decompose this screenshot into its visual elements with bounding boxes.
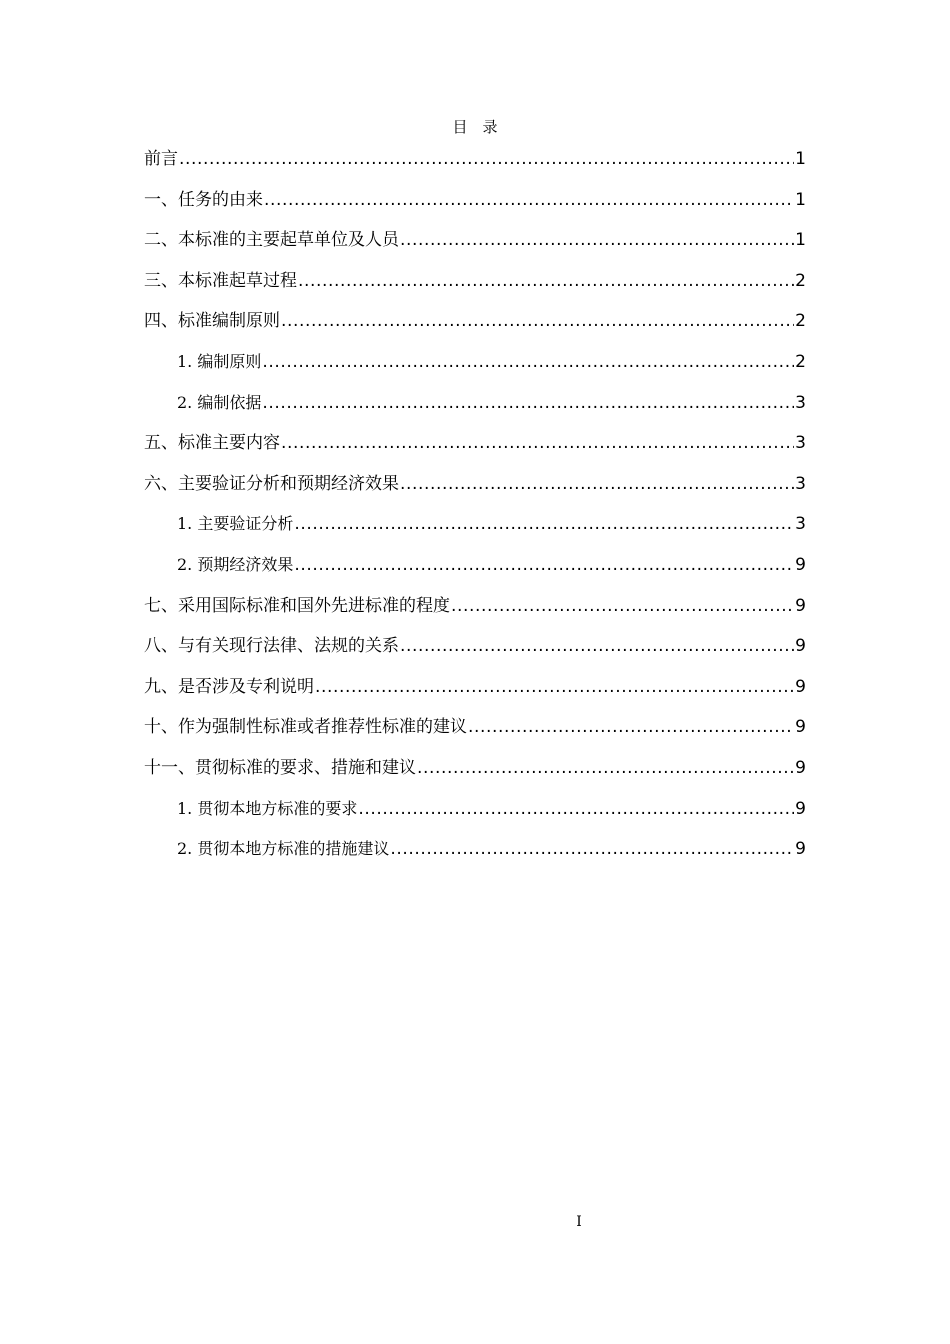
toc-entry-label: 2. 编制依据 xyxy=(177,392,262,412)
toc-entry-page: 9 xyxy=(795,595,806,616)
toc-subentry[interactable] xyxy=(144,794,806,835)
toc-entry-page: 1 xyxy=(795,189,806,210)
toc-subentry[interactable] xyxy=(144,834,806,875)
toc-entry-label: 1. 主要验证分析 xyxy=(177,514,294,534)
toc-entry[interactable] xyxy=(144,712,806,753)
toc-subentry[interactable] xyxy=(144,388,806,429)
dot-leader xyxy=(298,266,794,296)
dot-leader xyxy=(358,794,794,824)
toc-title xyxy=(0,116,950,137)
dot-leader xyxy=(400,631,794,661)
dot-leader xyxy=(262,388,794,418)
toc-entry[interactable] xyxy=(144,672,806,713)
dot-leader xyxy=(390,834,794,864)
dot-leader xyxy=(400,225,794,255)
dot-leader xyxy=(262,347,794,377)
toc-subentry[interactable] xyxy=(144,347,806,388)
toc-entry-label: 2. 预期经济效果 xyxy=(177,554,294,574)
toc-entry-label: 四、标准编制原则 xyxy=(144,311,280,332)
dot-leader xyxy=(315,672,794,702)
dot-leader xyxy=(281,306,794,336)
toc-entry-label: 五、标准主要内容 xyxy=(144,433,280,454)
dot-leader xyxy=(451,591,794,621)
toc-entry[interactable] xyxy=(144,306,806,347)
page-footer xyxy=(0,1214,950,1230)
toc-entry[interactable] xyxy=(144,428,806,469)
toc-entry-page: 1 xyxy=(795,230,806,251)
toc-entry-label: 六、主要验证分析和预期经济效果 xyxy=(144,473,399,494)
toc-entry-page: 3 xyxy=(795,433,806,454)
toc-entry-label: 前言 xyxy=(144,149,178,169)
toc-entry-page: 9 xyxy=(795,757,806,778)
dot-leader xyxy=(264,185,794,215)
toc-entry[interactable] xyxy=(144,631,806,672)
toc-entry-page: 2 xyxy=(795,270,806,291)
toc-entry[interactable] xyxy=(144,591,806,632)
toc-entry-page: 3 xyxy=(795,514,806,535)
dot-leader xyxy=(179,144,794,174)
toc-entry-label: 二、本标准的主要起草单位及人员 xyxy=(144,230,399,251)
toc-entry-page: 3 xyxy=(795,473,806,494)
toc-entry-page: 9 xyxy=(795,554,806,575)
toc-subentry[interactable] xyxy=(144,550,806,591)
dot-leader xyxy=(294,509,794,539)
toc-entry-label: 2. 贯彻本地方标准的措施建议 xyxy=(177,839,390,859)
toc-entry[interactable] xyxy=(144,225,806,266)
toc-entry-page: 9 xyxy=(795,839,806,860)
toc-entry-label: 十、作为强制性标准或者推荐性标准的建议 xyxy=(144,717,467,738)
toc-entry-page: 1 xyxy=(795,149,806,169)
dot-leader xyxy=(468,712,794,742)
toc-entry-label: 三、本标准起草过程 xyxy=(144,270,297,291)
toc-entry-label: 1. 编制原则 xyxy=(177,351,262,371)
dot-leader xyxy=(281,428,794,458)
toc-title-text: 目 录 xyxy=(452,118,498,136)
dot-leader xyxy=(417,753,794,783)
toc-entry-page: 9 xyxy=(795,676,806,697)
dot-leader xyxy=(400,469,794,499)
toc-entry[interactable] xyxy=(144,753,806,794)
toc-entry-label: 1. 贯彻本地方标准的要求 xyxy=(177,798,358,818)
toc-entry[interactable] xyxy=(144,469,806,510)
toc-entry-label: 七、采用国际标准和国外先进标准的程度 xyxy=(144,595,450,616)
toc-entry-page: 9 xyxy=(795,636,806,657)
toc-entry-label: 九、是否涉及专利说明 xyxy=(144,676,314,697)
toc-entry-page: 2 xyxy=(795,311,806,332)
toc-subentry[interactable] xyxy=(144,509,806,550)
footer-page-number: I xyxy=(576,1214,582,1230)
table-of-contents xyxy=(144,144,806,875)
toc-entry-page: 9 xyxy=(795,717,806,738)
toc-entry-label: 一、任务的由来 xyxy=(144,189,263,210)
toc-entry-label: 八、与有关现行法律、法规的关系 xyxy=(144,636,399,657)
toc-entry-page: 3 xyxy=(795,392,806,413)
toc-entry-page: 2 xyxy=(795,351,806,372)
dot-leader xyxy=(294,550,794,580)
toc-entry[interactable] xyxy=(144,266,806,307)
toc-entry-page: 9 xyxy=(795,798,806,819)
toc-entry[interactable] xyxy=(144,144,806,185)
toc-entry-label: 十一、贯彻标准的要求、措施和建议 xyxy=(144,757,416,778)
toc-entry[interactable] xyxy=(144,185,806,226)
